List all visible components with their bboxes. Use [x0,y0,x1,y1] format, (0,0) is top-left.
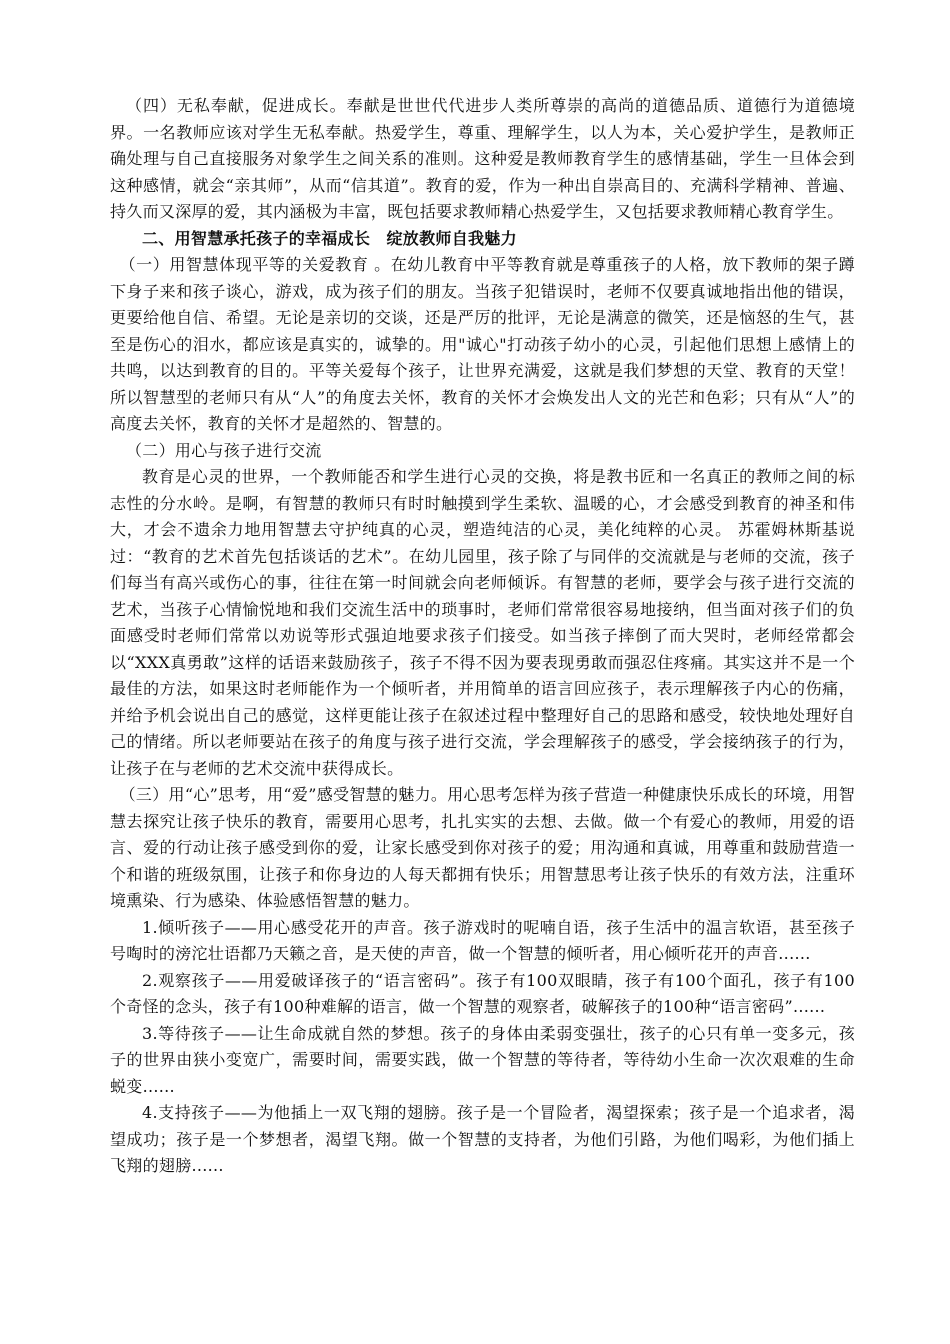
list-item-listen: 1.倾听孩子——用心感受花开的声音。孩子游戏时的呢喃自语，孩子生活中的温言软语，甚至孩子号啕时的滂沱壮语都乃天籁之音，是天使的声音，做一个智慧的倾听者，用心倾听花开的声音...... [110,917,855,963]
document-body [110,93,855,1180]
list-item-wait: 3.等待孩子——让生命成就自然的梦想。孩子的身体由柔弱变强壮，孩子的心只有单一变多元，孩子的世界由狭小变宽广，需要时间，需要实践，做一个智慧的等待者，等待幼小生命一次次艰难的生命蜕变...... [110,1023,855,1096]
section-heading-wisdom: 二、用智慧承托孩子的幸福成长 绽放教师自我魅力 [142,228,517,248]
list-item-support: 4.支持孩子——为他插上一双飞翔的翅膀。孩子是一个冒险者，渴望探索；孩子是一个追求者，渴望成功；孩子是一个梦想者，渴望飞翔。做一个智慧的支持者，为他们引路，为他们喝彩，为他们插上飞翔的翅膀...... [110,1103,855,1175]
subheading-communicate: （二）用心与孩子进行交流 [126,440,322,460]
paragraph-equal-care: （一）用智慧体现平等的关爱教育 。在幼儿教育中平等教育就是尊重孩子的人格，放下教师的架子蹲下身子来和孩子谈心，游戏，成为孩子们的朋友。当孩子犯错误时，老师不仅要真诚地指出他的错误，更要给他自信、希望。无论是亲切的交谈，还是严厉的批评，无论是满意的微笑，还是恼怒的生气，甚至是伤心的泪水，都应该是真实的，诚挚的。用"诚心"打动孩子幼小的心灵，引起他们思想上感情上的共鸣，以达到教育的目的。平等关爱每个孩子，让世界充满爱，这就是我们梦想的天堂、教育的天堂！所以智慧型的老师只有从“人”的角度去关怀，教育的关怀才会焕发出人文的光芒和色彩；只有从“人”的高度去关怀，教育的关怀才是超然的、智慧的。 [110,255,855,433]
paragraph-selfless-dedication: （四）无私奉献，促进成长。奉献是世世代代进步人类所尊崇的高尚的道德品质、道德行为道德境界。一名教师应该对学生无私奉献。热爱学生，尊重、理解学生，以人为本，关心爱护学生，是教师正确处理与自己直接服务对象学生之间关系的准则。这种爱是教师教育学生的感情基础，学生一旦体会到这种感情，就会“亲其师”，从而“信其道”。教育的爱，作为一种出自崇高目的、充满科学精神、普遍、持久而又深厚的爱，其内涵极为丰富，既包括要求教师精心热爱学生，又包括要求教师精心教育学生。 [110,96,855,221]
paragraph-communication: 教育是心灵的世界，一个教师能否和学生进行心灵的交换，将是教书匠和一名真正的教师之间的标志性的分水岭。是啊，有智慧的教师只有时时触摸到学生柔软、温暖的心，才会感受到教育的神圣和伟大，才会不遗余力地用智慧去守护纯真的心灵，塑造纯洁的心灵，美化纯粹的心灵。 苏霍姆林斯基说过：“教育的艺术首先包括谈话的艺术”。在幼儿园里，孩子除了与同伴的交流就是与老师的交流，孩子们每当有高兴或伤心的事，往往在第一时间就会向老师倾诉。有智慧的老师，要学会与孩子进行交流的艺术，当孩子心情愉悦地和我们交流生活中的琐事时，老师们常常很容易地接纳，但当面对孩子们的负面感受时老师们常常以劝说等形式强迫地要求孩子们接受。如当孩子摔倒了而大哭时，老师经常都会以“XXX真勇敢”这样的话语来鼓励孩子，孩子不得不因为要表现勇敢而强忍住疼痛。其实这并不是一个最佳的方法，如果这时老师能作为一个倾听者，并用简单的语言回应孩子，表示理解孩子内心的伤痛，并给予机会说出自己的感觉，这样更能让孩子在叙述过程中整理好自己的思路和感受，较快地处理好自己的情绪。所以老师要站在孩子的角度与孩子进行交流，学会理解孩子的感受，学会接纳孩子的行为，让孩子在与老师的艺术交流中获得成长。 [110,467,855,778]
list-item-observe: 2.观察孩子——用爱破译孩子的“语言密码”。孩子有100双眼睛，孩子有100个面孔，孩子有100个奇怪的念头，孩子有100种难解的语言，做一个智慧的观察者，破解孩子的100种“语言密码”...... [110,970,855,1016]
paragraph-think-with-heart: （三）用“心”思考，用“爱”感受智慧的魅力。用心思考怎样为孩子营造一种健康快乐成长的环境，用智慧去探究让孩子快乐的教育，需要用心思考，扎扎实实的去想、去做。做一个有爱心的教师，用爱的语言、爱的行动让孩子感受到你的爱，让家长感受到你对孩子的爱；用沟通和真诚，用尊重和鼓励营造一个和谐的班级氛围，让孩子和你身边的人每天都拥有快乐；用智慧思考让孩子快乐的有效方法，注重环境熏染、行为感染、体验感悟智慧的魅力。 [110,785,855,910]
